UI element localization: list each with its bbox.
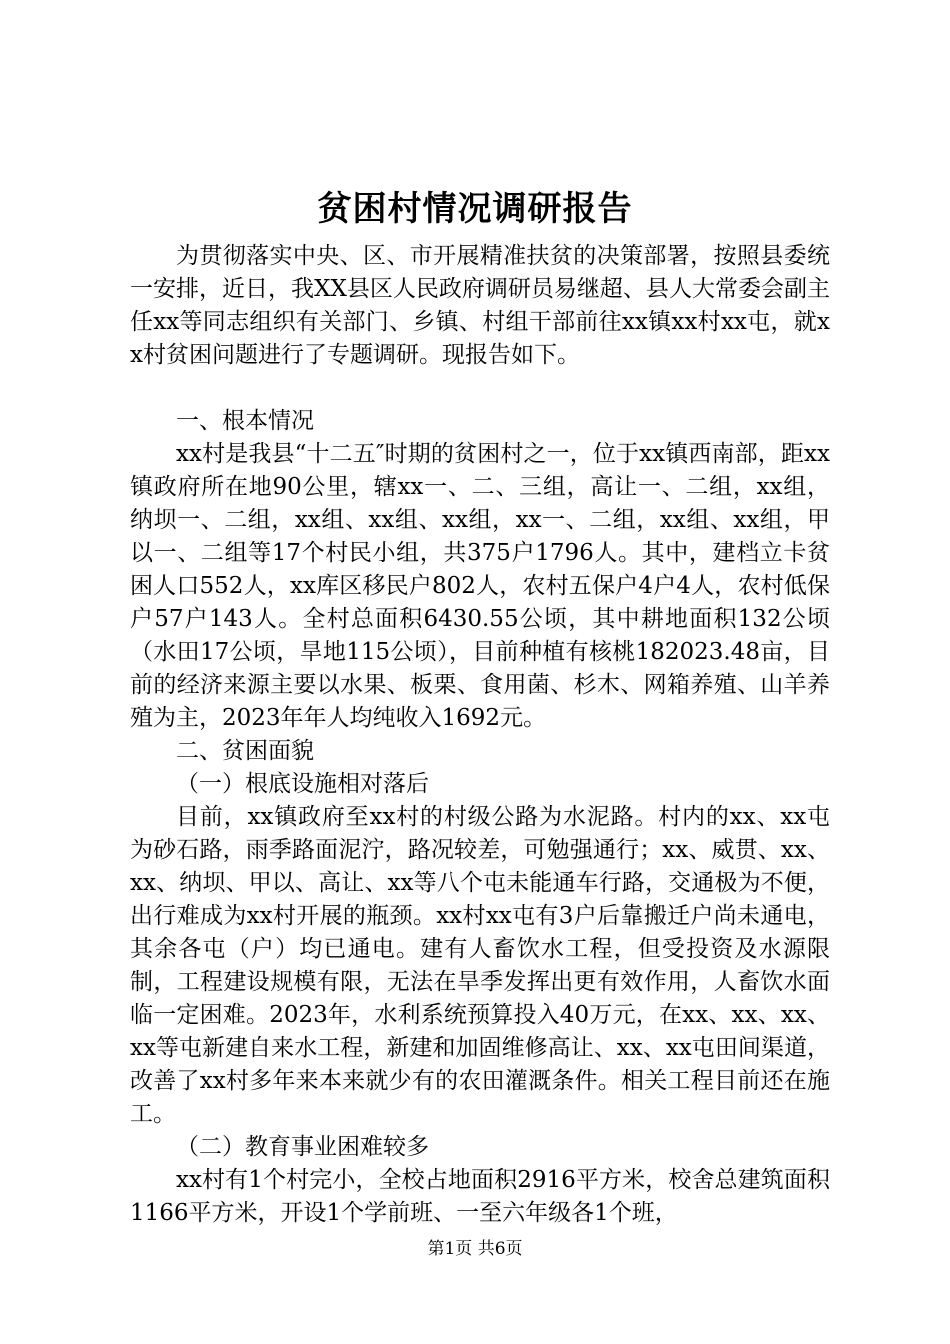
document-body (130, 240, 830, 1230)
intro-paragraph: 为贯彻落实中央、区、市开展精准扶贫的决策部署，按照县委统一安排，近日，我XX县区人民政府调研员易继超、县人大常委会副主任xx等同志组织有关部门、乡镇、村组干部前往xx镇xx村xx屯，就xx村贫困问题进行了专题调研。现报告如下。 (130, 243, 830, 368)
section-heading-poverty-status: 二、贫困面貌 (176, 738, 314, 764)
education-paragraph: xx村有1个村完小，全校占地面积2916平方米，校舍总建筑面积1166平方米，开设1个学前班、一至六年级各1个班， (130, 1167, 830, 1226)
page-number-footer: 第1页 共6页 (427, 1239, 523, 1259)
infrastructure-paragraph: 目前，xx镇政府至xx村的村级公路为水泥路。村内的xx、xx屯为砂石路，雨季路面泥泞，路况较差，可勉强通行；xx、威贯、xx、xx、纳坝、甲以、高让、xx等八个屯未能通车行路，交通极为不便，出行难成为xx村开展的瓶颈。xx村xx屯有3户后靠搬迁户尚未通电，其余各屯（户）均已通电。建有人畜饮水工程，但受投资及水源限制，工程建设规模有限，无法在旱季发挥出更有效作用，人畜饮水面临一定困难。2023年，水利系统预算投入40万元，在xx、xx、xx、xx等屯新建自来水工程，新建和加固维修高让、xx、xx屯田间渠道，改善了xx村多年来本来就少有的农田灌溉条件。相关工程目前还在施工。 (130, 804, 830, 1127)
basic-situation-paragraph: xx村是我县“十二五″时期的贫困村之一，位于xx镇西南部，距xx镇政府所在地90公里，辖xx一、二、三组，高让一、二组，xx组，纳坝一、二组，xx组、xx组、xx组，xx一、二组，xx组、xx组，甲以一、二组等17个村民小组，共375户1796人。其中，建档立卡贫困人口552人，xx库区移民户802人，农村五保户4户4人，农村低保户57户143人。全村总面积6430.55公顷，其中耕地面积132公顷（水田17公顷，旱地115公顷），目前种植有核桃182023.48亩，目前的经济来源主要以水果、板栗、食用菌、杉木、网箱养殖、山羊养殖为主，2023年年人均纯收入1692元。 (130, 441, 830, 731)
section-heading-basic-situation: 一、根本情况 (176, 408, 314, 434)
document-title: 贫困村情况调研报告 (317, 189, 633, 229)
subheading-infrastructure: （一）根底设施相对落后 (176, 771, 429, 797)
subheading-education: （二）教育事业困难较多 (176, 1134, 429, 1160)
